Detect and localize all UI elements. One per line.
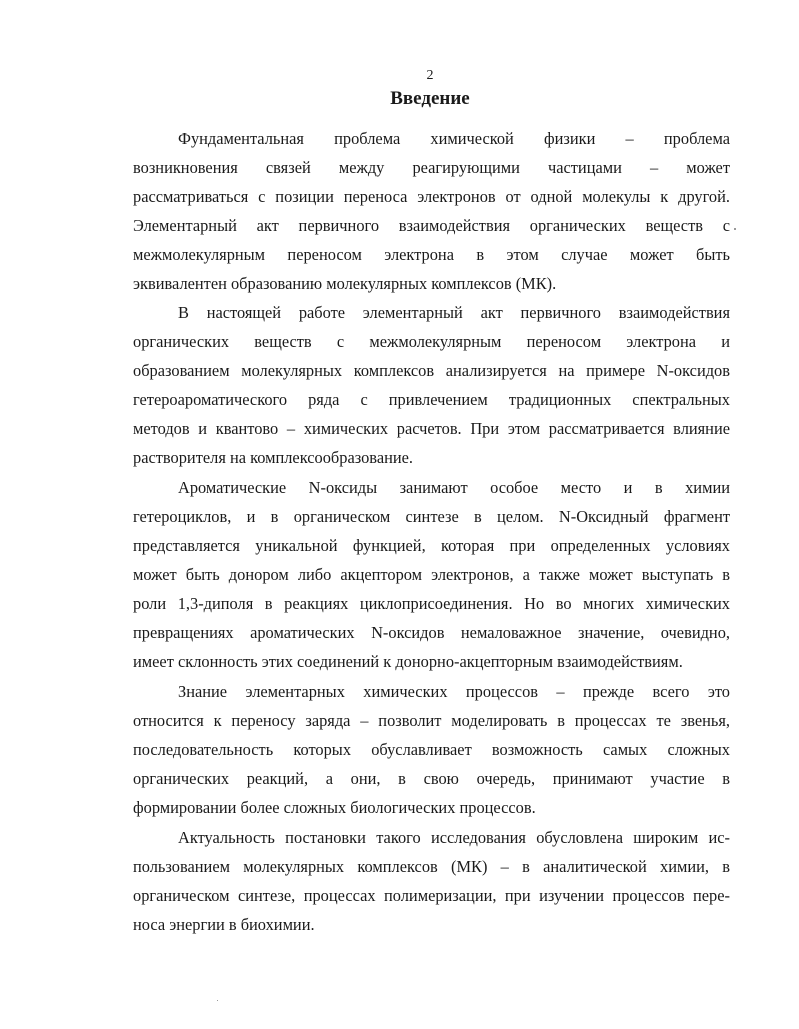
text-line: межмолекулярным переносом электрона в этом случае может быть <box>133 245 730 264</box>
text-line: образованием молекулярных комплексов анализируется на примере N-оксидов <box>133 361 730 380</box>
page-number: 2 <box>426 68 434 83</box>
text-line: превращениях ароматических N-оксидов немаловажное значение, очевидно, <box>133 623 730 642</box>
text-line: эквивалентен образованию молекулярных комплексов (МК). <box>133 274 557 293</box>
text-line: последовательность которых обуславливает возможность самых сложных <box>133 740 730 759</box>
text-line: растворителя на комплексообразование. <box>133 448 414 467</box>
paragraph-1 <box>133 124 730 298</box>
scan-artifact <box>734 228 736 230</box>
text-line: представляется уникальной функцией, которая при определенных условиях <box>133 536 730 555</box>
page-title: Введение <box>390 88 470 109</box>
text-line: гетероциклов, и в органическом синтезе в целом. N-Оксидный фрагмент <box>133 507 730 526</box>
paragraph-3 <box>133 473 730 676</box>
text-line: относится к переносу заряда – позволит моделировать в процессах те звенья, <box>133 711 730 730</box>
text-line: Фундаментальная проблема химической физики – проблема <box>178 129 730 148</box>
text-line: пользованием молекулярных комплексов (МК) – в аналитической химии, в <box>133 857 730 876</box>
text-line: методов и квантово – химических расчетов. При этом рассматривается влияние <box>133 419 730 438</box>
paragraph-5 <box>133 823 730 939</box>
paragraph-2 <box>133 298 730 472</box>
text-line: Ароматические N-оксиды занимают особое место и в химии <box>178 478 730 497</box>
paragraph-4 <box>133 677 730 822</box>
text-line: Знание элементарных химических процессов – прежде всего это <box>178 682 730 701</box>
text-line: органическом синтезе, процессах полимеризации, при изучении процессов пере- <box>133 886 730 905</box>
scan-artifact <box>217 1000 218 1001</box>
text-line: формировании более сложных биологических процессов. <box>133 798 536 817</box>
text-line: роли 1,3-диполя в реакциях циклоприсоединения. Но во многих химических <box>133 594 730 613</box>
text-line: может быть донором либо акцептором электронов, а также может выступать в <box>133 565 730 584</box>
text-line: носа энергии в биохимии. <box>133 915 315 934</box>
text-line: рассматриваться с позиции переноса электронов от одной молекулы к другой. <box>133 187 730 206</box>
text-line: возникновения связей между реагирующими частицами – может <box>133 158 730 177</box>
text-line: гетероароматического ряда с привлечением традиционных спектральных <box>133 390 730 409</box>
text-line: органических реакций, а они, в свою очередь, принимают участие в <box>133 769 730 788</box>
text-line: В настоящей работе элементарный акт первичного взаимодействия <box>178 303 730 322</box>
text-line: Актуальность постановки такого исследования обусловлена широким ис- <box>178 828 730 847</box>
text-line: имеет склонность этих соединений к донорно-акцепторным взаимодействиям. <box>133 652 683 671</box>
text-line: органических веществ с межмолекулярным переносом электрона и <box>133 332 730 351</box>
text-line: Элементарный акт первичного взаимодействия органических веществ с <box>133 216 730 235</box>
